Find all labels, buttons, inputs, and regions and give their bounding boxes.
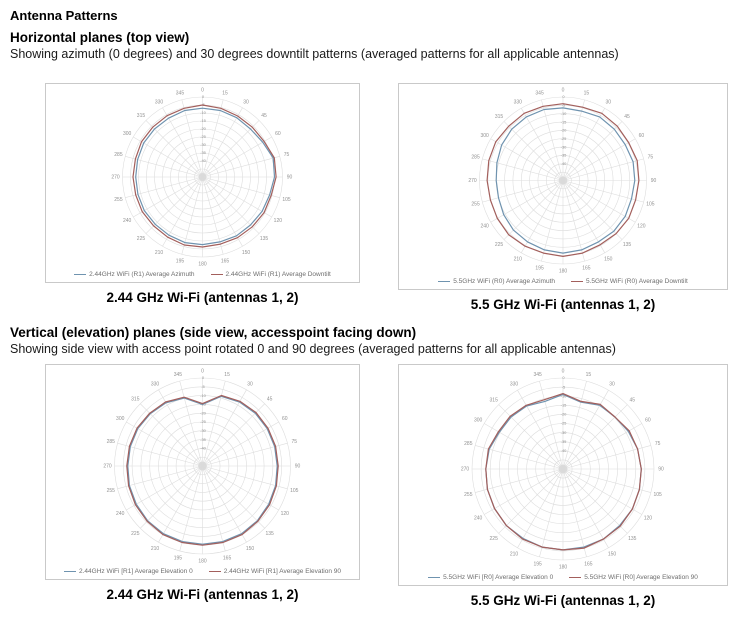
angle-tick-label: 30: [247, 381, 253, 388]
polar-plot-2g-vertical: [46, 365, 359, 563]
chart-column-5g-vertical: [398, 364, 728, 619]
radial-tick-label: -40: [200, 158, 206, 164]
grid-spoke: [203, 466, 247, 542]
legend-label: 2.44GHz WiFi [R1] Average Elevation 90: [223, 567, 341, 575]
angle-tick-label: 225: [494, 242, 504, 249]
legend-label: 5.5GHz WiFi (R0) Average Azimuth: [453, 277, 555, 285]
radial-tick-label: -15: [560, 119, 567, 125]
chart-column-2g-horizontal: [45, 83, 360, 323]
radial-tick-label: -35: [200, 150, 206, 156]
angle-tick-label: 135: [622, 242, 632, 249]
radial-tick-label: -5: [201, 102, 205, 108]
grid-spoke: [563, 469, 587, 557]
angle-tick-label: 135: [265, 530, 274, 537]
legend-label: 5.5GHz WiFi (R0) Average Downtilt: [586, 277, 688, 285]
chart-column-2g-vertical: [45, 364, 360, 619]
legend-label: 2.44GHz WiFi (R1) Average Azimuth: [89, 270, 195, 278]
grid-spoke: [484, 424, 563, 470]
radial-tick-label: -5: [561, 384, 566, 390]
grid-spoke: [563, 469, 609, 548]
section-vertical-planes: [10, 325, 745, 619]
angle-tick-label: 165: [220, 258, 230, 265]
radial-tick-label: -15: [560, 402, 567, 408]
angle-tick-label: 300: [122, 131, 132, 138]
angle-tick-label: 150: [245, 545, 255, 552]
radial-tick-label: -30: [200, 142, 206, 148]
legend-swatch: [211, 274, 223, 275]
legend-swatch: [74, 274, 86, 275]
grid-spoke: [133, 177, 202, 217]
angle-tick-label: 240: [473, 515, 483, 522]
grid-spoke: [203, 137, 272, 177]
grid-spoke: [203, 381, 226, 466]
grid-spoke: [482, 159, 563, 181]
angle-tick-label: 315: [489, 397, 498, 404]
angle-tick-label: 15: [585, 371, 592, 378]
radial-tick-label: -15: [200, 401, 206, 407]
angle-tick-label: 300: [480, 132, 489, 139]
radial-tick-label: -10: [200, 110, 206, 116]
polar-plot-5g-horizontal: [399, 84, 727, 273]
angle-tick-label: 285: [106, 439, 115, 446]
grid-spoke: [563, 469, 642, 515]
angle-tick-label: 195: [175, 258, 185, 265]
angle-tick-label: 330: [150, 381, 160, 388]
radial-tick-label: -15: [200, 118, 206, 124]
angle-tick-label: 135: [259, 236, 269, 243]
angle-tick-label: 105: [290, 488, 299, 495]
radial-tick-label: -20: [200, 410, 206, 416]
grid-spoke: [203, 177, 280, 198]
chart-column-5g-horizontal: [398, 83, 728, 323]
grid-spoke: [203, 177, 272, 217]
angle-tick-label: 0: [561, 87, 565, 94]
angle-tick-label: 60: [645, 417, 651, 424]
grid-spoke: [203, 466, 226, 551]
angle-tick-label: 60: [275, 131, 281, 138]
angle-tick-label: 195: [533, 561, 542, 568]
angle-tick-label: 345: [173, 371, 183, 378]
angle-tick-label: 45: [266, 396, 273, 403]
angle-tick-label: 45: [261, 113, 267, 120]
radial-tick-label: 0: [562, 94, 565, 100]
angle-tick-label: 210: [513, 256, 522, 263]
angle-tick-label: 225: [131, 530, 140, 537]
grid-spoke: [539, 469, 563, 557]
angle-tick-label: 180: [558, 564, 568, 569]
legend-swatch: [64, 571, 76, 572]
radial-tick-label: -5: [201, 384, 205, 389]
angle-tick-label: 330: [513, 99, 522, 106]
radial-tick-label: 0: [201, 94, 205, 100]
angle-tick-label: 165: [582, 265, 591, 272]
angle-tick-label: 90: [650, 178, 657, 185]
angle-tick-label: 150: [241, 249, 251, 256]
angle-tick-label: 345: [535, 90, 544, 97]
angle-tick-label: 165: [222, 555, 232, 562]
grid-spoke: [518, 469, 564, 548]
grid-spoke: [563, 181, 635, 223]
grid-spoke: [560, 159, 644, 181]
polar-chart-svg: [46, 365, 359, 563]
legend-label: 5.5GHz WiFi [R0] Average Elevation 90: [584, 573, 698, 581]
angle-tick-label: 240: [122, 218, 132, 225]
chart-box-2g-vertical: [45, 364, 360, 580]
angle-tick-label: 330: [154, 99, 164, 106]
angle-tick-label: 150: [604, 256, 613, 263]
chart-row-horizontal: [45, 83, 745, 323]
angle-tick-label: 210: [509, 551, 519, 558]
grid-spoke: [180, 381, 203, 466]
angle-tick-label: 270: [468, 178, 477, 185]
radial-tick-label: -30: [200, 428, 206, 433]
grid-spoke: [563, 181, 585, 262]
radial-tick-label: -10: [560, 110, 567, 116]
angle-tick-label: 195: [173, 555, 183, 562]
angle-tick-label: 225: [136, 236, 146, 243]
angle-tick-label: 0: [561, 368, 565, 375]
legend-item: [74, 271, 194, 278]
chart-legend: [46, 563, 359, 579]
chart-caption: 2.44 GHz Wi-Fi (antennas 1, 2): [106, 587, 299, 602]
radial-tick-label: -35: [200, 436, 206, 442]
angle-tick-label: 45: [624, 114, 630, 121]
radial-tick-label: -20: [200, 126, 206, 132]
section-description: Showing azimuth (0 degrees) and 30 degrees downtilt patterns (averaged patterns for all applicable antennas): [10, 47, 619, 61]
angle-tick-label: 0: [201, 368, 204, 375]
angle-tick-label: 210: [154, 249, 164, 256]
radial-tick-label: -30: [560, 144, 567, 150]
center-dot: [199, 173, 207, 181]
angle-tick-label: 75: [283, 152, 290, 159]
angle-tick-label: 255: [106, 488, 115, 495]
legend-swatch: [209, 571, 221, 572]
chart-box-5g-horizontal: [398, 83, 728, 290]
grid-spoke: [163, 177, 203, 246]
radial-tick-label: -25: [200, 419, 206, 425]
antenna-patterns-document: [10, 8, 745, 619]
angle-tick-label: 330: [509, 381, 519, 388]
angle-tick-label: 15: [224, 371, 230, 378]
angle-tick-label: 300: [473, 417, 483, 424]
radial-tick-label: -25: [560, 420, 567, 426]
grid-spoke: [560, 108, 605, 180]
angle-tick-label: 15: [222, 90, 228, 97]
legend-swatch: [571, 281, 583, 282]
angle-tick-label: 15: [583, 90, 590, 97]
angle-tick-label: 120: [643, 515, 653, 522]
grid-spoke: [117, 466, 202, 489]
angle-tick-label: 315: [136, 113, 146, 120]
legend-item: [64, 568, 193, 575]
angle-tick-label: 120: [280, 511, 289, 518]
angle-tick-label: 90: [294, 463, 301, 470]
angle-tick-label: 210: [150, 545, 160, 552]
grid-spoke: [491, 181, 563, 223]
angle-tick-label: 30: [605, 99, 612, 106]
angle-tick-label: 315: [494, 114, 504, 121]
radial-tick-label: -40: [200, 445, 206, 451]
angle-tick-label: 0: [201, 87, 204, 94]
legend-label: 2.44GHz WiFi (R1) Average Downtilt: [225, 270, 331, 278]
legend-swatch: [438, 281, 450, 282]
grid-spoke: [203, 156, 280, 177]
radial-tick-label: -25: [200, 134, 206, 140]
angle-tick-label: 255: [114, 197, 123, 204]
angle-tick-label: 135: [628, 535, 637, 542]
polar-plot-2g-horizontal: [46, 84, 359, 266]
radial-tick-label: -40: [560, 448, 567, 453]
radial-tick-label: 0: [201, 375, 205, 381]
angle-tick-label: 105: [282, 197, 291, 204]
polar-chart-svg: [46, 84, 359, 266]
center-dot: [558, 464, 567, 473]
angle-tick-label: 120: [637, 223, 646, 230]
legend-item: [209, 568, 341, 575]
angle-tick-label: 345: [533, 371, 542, 378]
chart-box-5g-vertical: [398, 364, 728, 586]
radial-tick-label: -35: [560, 438, 567, 444]
grid-spoke: [482, 181, 563, 203]
angle-tick-label: 150: [607, 551, 617, 558]
angle-tick-label: 285: [114, 152, 123, 159]
chart-caption: 2.44 GHz Wi-Fi (antennas 1, 2): [106, 290, 299, 305]
legend-item: [571, 278, 688, 285]
section-heading: Horizontal planes (top view): [10, 30, 190, 45]
grid-spoke: [541, 181, 563, 262]
grid-spoke: [563, 469, 651, 493]
angle-tick-label: 75: [654, 441, 661, 448]
angle-tick-label: 285: [471, 154, 480, 161]
chart-legend: [399, 273, 727, 289]
angle-tick-label: 285: [464, 441, 473, 448]
polar-plot-5g-vertical: [399, 365, 727, 569]
angle-tick-label: 90: [658, 466, 664, 473]
angle-tick-label: 315: [131, 396, 140, 403]
legend-item: [428, 574, 553, 581]
grid-spoke: [560, 139, 635, 181]
angle-tick-label: 270: [103, 463, 112, 470]
angle-tick-label: 60: [638, 132, 645, 139]
grid-spoke: [560, 424, 642, 470]
angle-tick-label: 255: [471, 201, 480, 208]
grid-spoke: [521, 108, 563, 180]
radial-tick-label: 0: [562, 375, 565, 381]
radial-tick-label: -30: [560, 429, 567, 435]
angle-tick-label: 270: [111, 174, 120, 181]
angle-tick-label: 60: [281, 416, 288, 423]
angle-tick-label: 30: [609, 381, 615, 388]
angle-tick-label: 180: [198, 261, 207, 266]
chart-caption: 5.5 GHz Wi-Fi (antennas 1, 2): [470, 593, 656, 608]
angle-tick-label: 90: [286, 174, 293, 181]
grid-spoke: [475, 469, 563, 493]
angle-tick-label: 270: [460, 466, 470, 473]
legend-item: [211, 271, 331, 278]
grid-spoke: [203, 466, 279, 510]
angle-tick-label: 240: [116, 511, 125, 518]
angle-tick-label: 180: [558, 268, 568, 273]
angle-tick-label: 300: [116, 416, 125, 423]
chart-legend: [399, 569, 727, 585]
angle-tick-label: 75: [647, 154, 654, 161]
polar-chart-svg: [399, 365, 727, 569]
angle-tick-label: 75: [291, 439, 298, 446]
chart-legend: [46, 266, 359, 282]
legend-swatch: [428, 577, 440, 578]
angle-tick-label: 195: [535, 265, 544, 272]
radial-tick-label: -20: [560, 411, 567, 417]
radial-tick-label: -35: [560, 152, 567, 158]
grid-spoke: [203, 466, 288, 489]
chart-caption: 5.5 GHz Wi-Fi (antennas 1, 2): [470, 297, 656, 312]
legend-label: 5.5GHz WiFi [R0] Average Elevation 0: [443, 573, 554, 581]
radial-tick-label: -5: [561, 102, 566, 108]
grid-spoke: [484, 469, 563, 515]
section-horizontal-planes: [10, 30, 745, 323]
grid-spoke: [180, 466, 203, 551]
radial-tick-label: -25: [560, 135, 567, 141]
angle-tick-label: 180: [198, 558, 207, 563]
grid-spoke: [560, 381, 587, 469]
radial-tick-label: -20: [560, 127, 567, 133]
legend-swatch: [569, 577, 581, 578]
section-description: Showing side view with access point rotated 0 and 90 degrees (averaged patterns for all applicable antennas): [10, 342, 616, 356]
legend-item: [569, 574, 698, 581]
polar-chart-svg: [399, 84, 727, 273]
center-dot: [198, 462, 207, 471]
angle-tick-label: 105: [646, 201, 655, 208]
legend-label: 2.44GHz WiFi [R1] Average Elevation 0: [79, 567, 193, 575]
radial-tick-label: -10: [200, 392, 206, 398]
grid-spoke: [159, 466, 203, 542]
angle-tick-label: 255: [464, 491, 473, 498]
angle-tick-label: 165: [584, 561, 593, 568]
angle-tick-label: 225: [489, 535, 498, 542]
radial-tick-label: -40: [560, 161, 567, 166]
chart-box-2g-horizontal: [45, 83, 360, 283]
legend-item: [438, 278, 555, 285]
page-title: Antenna Patterns: [10, 8, 118, 23]
section-heading: Vertical (elevation) planes (side view, accesspoint facing down): [10, 325, 417, 340]
angle-tick-label: 240: [480, 223, 489, 230]
radial-tick-label: -10: [560, 393, 567, 399]
angle-tick-label: 105: [653, 491, 662, 498]
angle-tick-label: 45: [629, 397, 636, 404]
angle-tick-label: 345: [175, 90, 185, 97]
angle-tick-label: 120: [273, 218, 283, 225]
grid-spoke: [126, 466, 202, 510]
chart-row-vertical: [45, 364, 745, 619]
angle-tick-label: 30: [243, 99, 249, 106]
center-dot: [559, 176, 567, 184]
